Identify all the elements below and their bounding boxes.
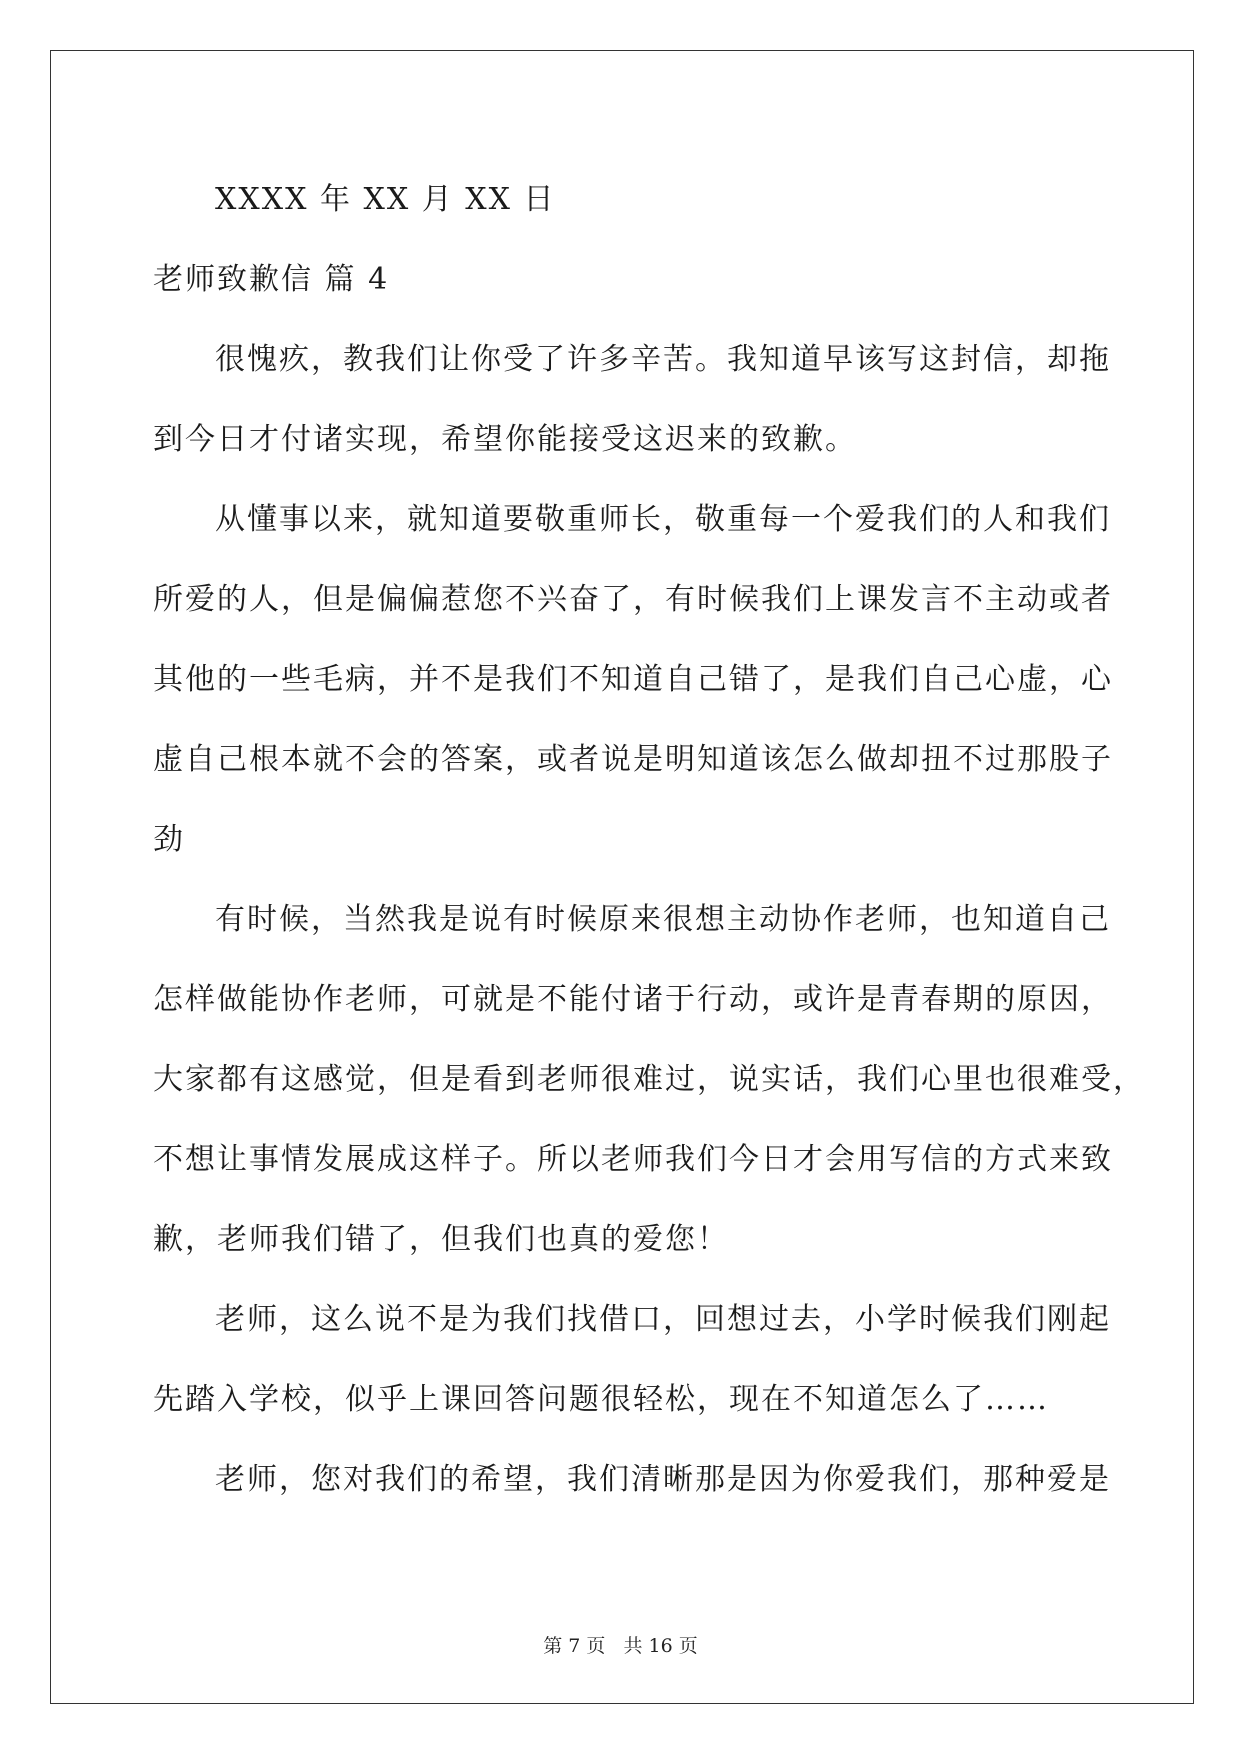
- paragraph-line: 不想让事情发展成这样子。所以老师我们今日才会用写信的方式来致: [153, 1142, 1113, 1177]
- date-line: XXXX 年 XX 月 XX 日: [215, 182, 556, 217]
- paragraph-line: 怎样做能协作老师，可就是不能付诸于行动，或许是青春期的原因，: [153, 982, 1113, 1017]
- paragraph-line: 其他的一些毛病，并不是我们不知道自己错了，是我们自己心虚，心: [153, 662, 1113, 697]
- paragraph-line: 很愧疚，教我们让你受了许多辛苦。我知道早该写这封信，却拖: [215, 342, 1111, 377]
- paragraph-line: 劲: [153, 822, 185, 857]
- paragraph-line: 从懂事以来，就知道要敬重师长，敬重每一个爱我们的人和我们: [215, 502, 1111, 537]
- page-total: 共 16 页: [623, 1635, 698, 1657]
- page-footer: [0, 1632, 1241, 1660]
- paragraph-line: 所爱的人，但是偏偏惹您不兴奋了，有时候我们上课发言不主动或者: [153, 582, 1113, 617]
- section-title: 老师致歉信 篇 4: [153, 262, 390, 297]
- paragraph-line: 到今日才付诸实现，希望你能接受这迟来的致歉。: [153, 422, 857, 457]
- paragraph-line: 虚自己根本就不会的答案，或者说是明知道该怎么做却扭不过那股子: [153, 742, 1113, 777]
- page-number: 第 7 页: [543, 1635, 606, 1657]
- document-body: [153, 160, 1145, 1520]
- paragraph-line: 老师，您对我们的希望，我们清晰那是因为你爱我们，那种爱是: [215, 1462, 1111, 1497]
- paragraph-line: 先踏入学校，似乎上课回答问题很轻松，现在不知道怎么了……: [153, 1382, 1049, 1417]
- paragraph-line: 有时候，当然我是说有时候原来很想主动协作老师，也知道自己: [215, 902, 1111, 937]
- paragraph-line: 大家都有这感觉，但是看到老师很难过，说实话，我们心里也很难受，: [153, 1062, 1145, 1097]
- paragraph-line: 老师，这么说不是为我们找借口，回想过去，小学时候我们刚起: [215, 1302, 1111, 1337]
- paragraph-line: 歉，老师我们错了，但我们也真的爱您！: [153, 1222, 729, 1257]
